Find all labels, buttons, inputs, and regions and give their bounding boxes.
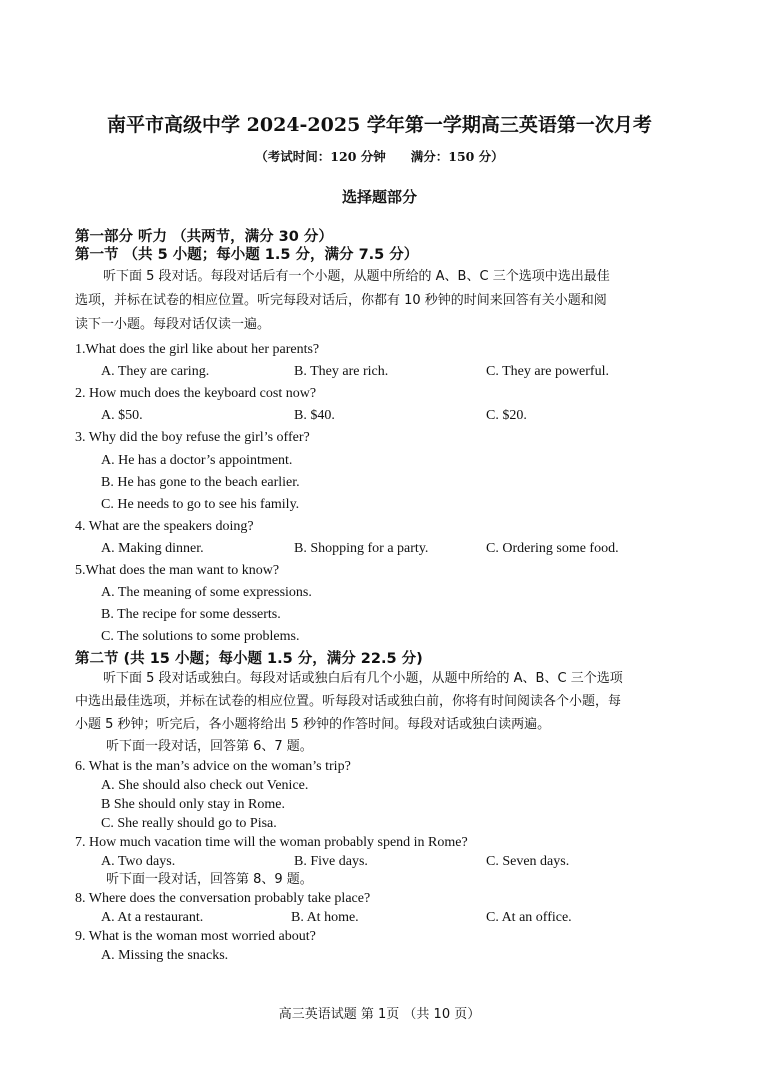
option-b: B. $40. [294,408,335,423]
sec1-instruction-line: 选项，并标在试卷的相应位置。听完每段对话后，你都有 10 秒钟的时间来回答有关小题和阅 [75,293,607,308]
question-stem: 6. What is the man’s advice on the woman’s trip? [75,759,351,774]
option-a: A. She should also check out Venice. [101,778,309,793]
option-c: C. Seven days. [486,854,570,869]
sec1-instruction-line: 读下一小题。每段对话仅读一遍。 [75,317,271,332]
page-footer: 高三英语试题 第 1页 （共 10 页） [278,1007,481,1022]
sec2-heading: 第二节 (共 15 小题；每小题 1.5 分，满分 22.5 分) [75,651,423,667]
sec2-instruction-line: 中选出最佳选项，并标在试卷的相应位置。听每段对话或独白前，你将有时间阅读各个小题，每 [75,694,622,709]
dialog-note: 听下面一段对话，回答第 6、7 题。 [106,739,313,754]
option-c: C. He needs to go to see his family. [101,497,300,512]
option-b: B. The recipe for some desserts. [101,607,281,622]
option-b: B. Five days. [294,854,368,869]
option-c: C. Ordering some food. [486,541,619,556]
question-stem: 9. What is the woman most worried about? [75,929,316,944]
option-a: A. $50. [101,408,143,423]
part1-heading: 第一部分 听力 （共两节，满分 30 分） [75,229,333,245]
option-c: C. She really should go to Pisa. [101,816,277,831]
sec2-instruction-line: 小题 5 秒钟；听完后，各小题将给出 5 秒钟的作答时间。每段对话或独白读两遍。 [75,717,551,732]
section-heading: 选择题部分 [341,188,417,206]
sec1-instruction-line: 听下面 5 段对话。每段对话后有一个小题，从题中所给的 A、B、C 三个选项中选出最佳 [103,269,610,284]
question-stem: 7. How much vacation time will the woman probably spend in Rome? [75,835,468,850]
option-b: B. Shopping for a party. [294,541,429,556]
question-stem: 4. What are the speakers doing? [75,519,254,534]
question-stem: 8. Where does the conversation probably take place? [75,891,371,906]
option-b: B. He has gone to the beach earlier. [101,475,300,490]
option-b: B She should only stay in Rome. [101,797,285,812]
option-a: A. The meaning of some expressions. [101,585,312,600]
question-stem: 1.What does the girl like about her parents? [75,342,320,357]
option-a: A. At a restaurant. [101,910,204,925]
exam-time-info: （考试时间：120 分钟 满分：150 分） [255,149,504,164]
option-a: A. He has a doctor’s appointment. [101,453,293,468]
option-c: C. The solutions to some problems. [101,629,300,644]
sec2-instruction-line: 听下面 5 段对话或独白。每段对话或独白后有几个小题，从题中所给的 A、B、C 三个选项 [103,671,623,686]
option-c: C. They are powerful. [486,364,609,379]
dialog-note: 听下面一段对话，回答第 8、9 题。 [106,872,313,887]
option-b: B. At home. [291,910,359,925]
option-c: C. At an office. [486,910,572,925]
option-a: A. Missing the snacks. [101,948,229,963]
question-stem: 2. How much does the keyboard cost now? [75,386,317,401]
question-stem: 5.What does the man want to know? [75,563,280,578]
option-a: A. They are caring. [101,364,210,379]
exam-title: 南平市高级中学 2024-2025 学年第一学期高三英语第一次月考 [107,114,652,136]
option-a: A. Two days. [101,854,176,869]
option-a: A. Making dinner. [101,541,204,556]
question-stem: 3. Why did the boy refuse the girl’s offer? [75,430,310,445]
sec1-heading: 第一节 （共 5 小题；每小题 1.5 分，满分 7.5 分） [75,247,419,263]
option-b: B. They are rich. [294,364,389,379]
option-c: C. $20. [486,408,527,423]
